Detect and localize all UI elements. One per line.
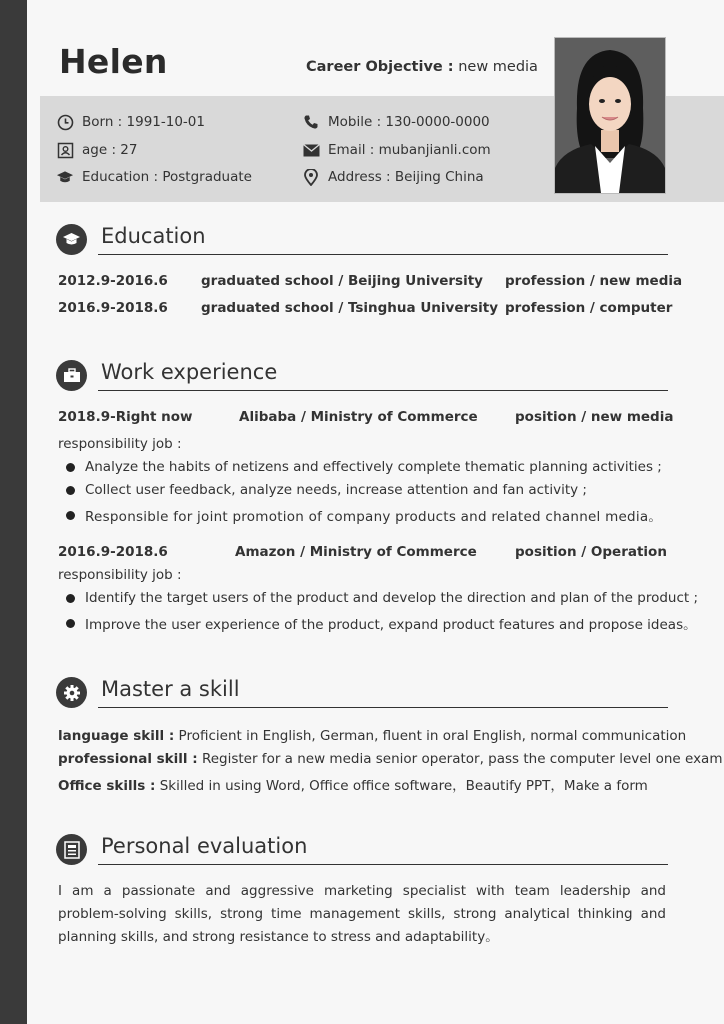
info-address	[302, 168, 484, 186]
left-sidebar-bar	[0, 0, 27, 1024]
work-period: 2016.9-2018.6	[58, 544, 168, 560]
info-email	[302, 141, 491, 159]
personal-evaluation-text: I am a passionate and aggressive marketing specialist with team leadership and problem-solving skills, strong time management skills, strong analytical thinking and planning skills, and strong resistance to stress and adaptability。	[58, 883, 666, 945]
edu-school: graduated school / Beijing University	[201, 273, 483, 289]
section-divider	[98, 707, 668, 708]
section-divider	[98, 254, 668, 255]
id-card-icon	[56, 141, 74, 159]
edu-profession: profession / computer	[505, 300, 673, 316]
section-education-header	[56, 224, 668, 258]
list-item: Responsible for joint promotion of company products and related channel media。	[66, 505, 662, 525]
graduation-cap-icon	[56, 224, 87, 255]
born-text: Born : 1991-10-01	[82, 114, 205, 130]
skill-professional: professional skill : Register for a new media senior operator, pass the computer level one exam	[58, 751, 723, 767]
work-responsibility-label: responsibility job :	[58, 436, 182, 452]
section-skill-title: Master a skill	[101, 677, 240, 701]
list-item: Improve the user experience of the product, expand product features and propose ideas。	[66, 613, 697, 633]
career-objective-label: Career Objective :	[306, 59, 454, 75]
work-position: position / Operation	[515, 544, 667, 560]
info-age	[56, 141, 137, 159]
email-text: Email : mubanjianli.com	[328, 142, 491, 158]
envelope-icon	[302, 141, 320, 159]
section-education-title: Education	[101, 224, 206, 248]
info-education	[56, 168, 252, 186]
section-divider	[98, 390, 668, 391]
career-objective-value: new media	[458, 59, 538, 75]
work-responsibility-label: responsibility job :	[58, 567, 182, 583]
briefcase-icon	[56, 360, 87, 391]
section-work-title: Work experience	[101, 360, 278, 384]
list-item: Analyze the habits of netizens and effectively complete thematic planning activities ;	[66, 459, 662, 475]
edu-period: 2016.9-2018.6	[58, 300, 168, 316]
list-item: Identify the target users of the product and develop the direction and plan of the product ;	[66, 590, 698, 606]
profile-photo	[554, 37, 666, 194]
edu-period: 2012.9-2016.6	[58, 273, 168, 289]
address-text: Address : Beijing China	[328, 169, 484, 185]
graduation-cap-icon	[56, 168, 74, 186]
candidate-name: Helen	[59, 42, 168, 81]
work-period: 2018.9-Right now	[58, 409, 193, 425]
age-text: age : 27	[82, 142, 138, 158]
phone-icon	[302, 113, 320, 131]
clock-icon	[56, 113, 74, 131]
list-item: Collect user feedback, analyze needs, increase attention and fan activity ;	[66, 482, 587, 498]
profile-card-icon	[56, 834, 87, 865]
edu-profession: profession / new media	[505, 273, 683, 289]
edu-school: graduated school / Tsinghua University	[201, 300, 499, 316]
mobile-text: Mobile : 130-0000-0000	[328, 114, 490, 130]
work-position: position / new media	[515, 409, 674, 425]
info-born	[56, 113, 205, 131]
section-divider	[98, 864, 668, 865]
section-work-header	[56, 360, 668, 394]
gear-icon	[56, 677, 87, 708]
skill-office: Office skills : Skilled in using Word, Office office software，Beautify PPT，Make a form	[58, 778, 648, 794]
map-pin-icon	[302, 168, 320, 186]
education-text: Education : Postgraduate	[82, 169, 252, 185]
section-skill-header	[56, 677, 668, 711]
career-objective	[306, 59, 538, 75]
work-company: Alibaba / Ministry of Commerce	[239, 409, 478, 425]
work-company: Amazon / Ministry of Commerce	[235, 544, 477, 560]
section-evaluation-title: Personal evaluation	[101, 834, 308, 858]
info-mobile	[302, 113, 490, 131]
section-evaluation-header	[56, 834, 668, 868]
skill-language: language skill : Proficient in English, German, fluent in oral English, normal communication	[58, 728, 687, 744]
